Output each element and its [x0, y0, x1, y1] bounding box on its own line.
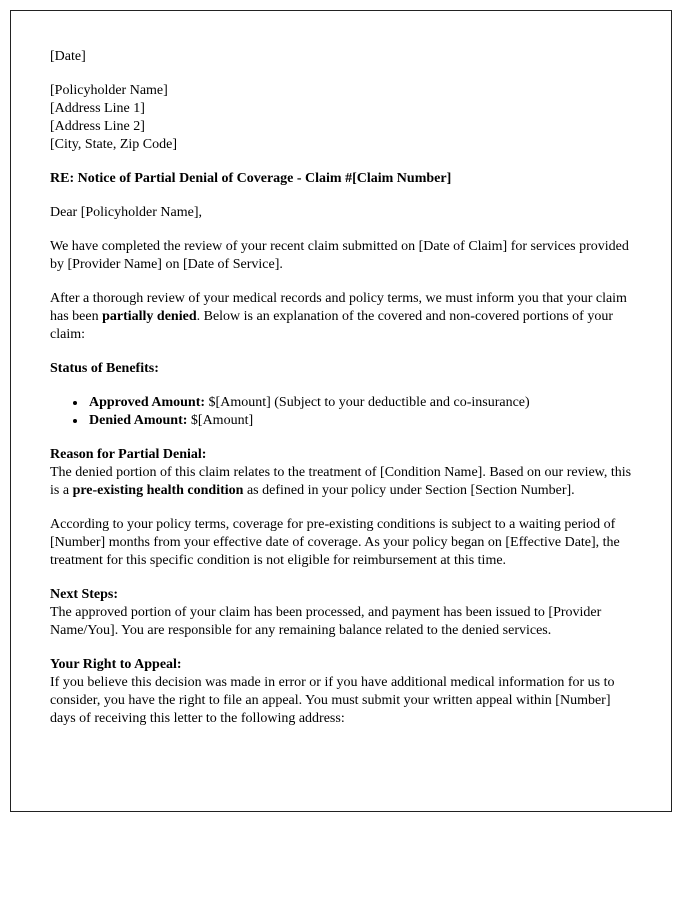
- appeal-paragraph: If you believe this decision was made in error or if you have additional medical information for us to consider, you have the right to file an appeal. You must submit your written appeal within [Number] days of receiving this letter to the following address:: [50, 675, 615, 726]
- appeal-section: [50, 656, 634, 728]
- benefits-list: [50, 394, 634, 430]
- recipient-address-line-1: [Address Line 1]: [50, 101, 145, 116]
- next-steps-section: [50, 586, 634, 640]
- policy-terms-paragraph: According to your policy terms, coverage for pre-existing conditions is subject to a waiting period of [Number] months from your effective date of coverage. As your policy began on [Effective Date], the treatment for this specific condition is not eligible for reimbursement at this time.: [50, 517, 620, 568]
- next-steps-heading: Next Steps:: [50, 587, 119, 602]
- recipient-city-state-zip: [City, State, Zip Code]: [50, 137, 178, 152]
- partial-denial-paragraph: [50, 290, 634, 344]
- recipient-address-block: [50, 82, 634, 154]
- denied-amount-label: Denied Amount:: [89, 413, 188, 428]
- reason-text-2: as defined in your policy under Section [Section Number].: [243, 483, 575, 498]
- recipient-address-line-2: [Address Line 2]: [50, 119, 145, 134]
- approved-amount-value: $[Amount] (Subject to your deductible and co-insurance): [205, 395, 530, 410]
- letter-date: [Date]: [50, 49, 86, 64]
- pre-existing-emphasis: pre-existing health condition: [72, 483, 244, 498]
- reason-heading: Reason for Partial Denial:: [50, 447, 207, 462]
- reason-text-1: The denied portion of this claim relates to the treatment of [Condition Name]. Based on our review, this is a: [50, 465, 632, 498]
- approved-amount-item: [87, 394, 634, 412]
- reason-paragraph: [50, 464, 634, 500]
- subject-line: RE: Notice of Partial Denial of Coverage - Claim #[Claim Number]: [50, 171, 452, 186]
- partial-denial-text-1: After a thorough review of your medical records and policy terms, we must inform you that your claim has been: [50, 291, 627, 324]
- denied-amount-value: $[Amount]: [187, 413, 254, 428]
- appeal-heading: Your Right to Appeal:: [50, 657, 182, 672]
- approved-amount-label: Approved Amount:: [89, 395, 206, 410]
- intro-paragraph: We have completed the review of your recent claim submitted on [Date of Claim] for services provided by [Provider Name] on [Date of Service].: [50, 239, 629, 272]
- partial-denial-text-2: . Below is an explanation of the covered and non-covered portions of your claim:: [50, 309, 613, 342]
- next-steps-paragraph: The approved portion of your claim has been processed, and payment has been issued to [Provider Name/You]. You are responsible for any remaining balance related to the denied services.: [50, 605, 602, 638]
- benefits-heading: Status of Benefits:: [50, 361, 159, 376]
- partially-denied-emphasis: partially denied: [102, 309, 197, 324]
- recipient-name: [Policyholder Name]: [50, 83, 168, 98]
- reason-section: [50, 446, 634, 500]
- salutation: Dear [Policyholder Name],: [50, 205, 202, 220]
- denied-amount-item: [87, 412, 634, 430]
- letter-page: [10, 10, 672, 812]
